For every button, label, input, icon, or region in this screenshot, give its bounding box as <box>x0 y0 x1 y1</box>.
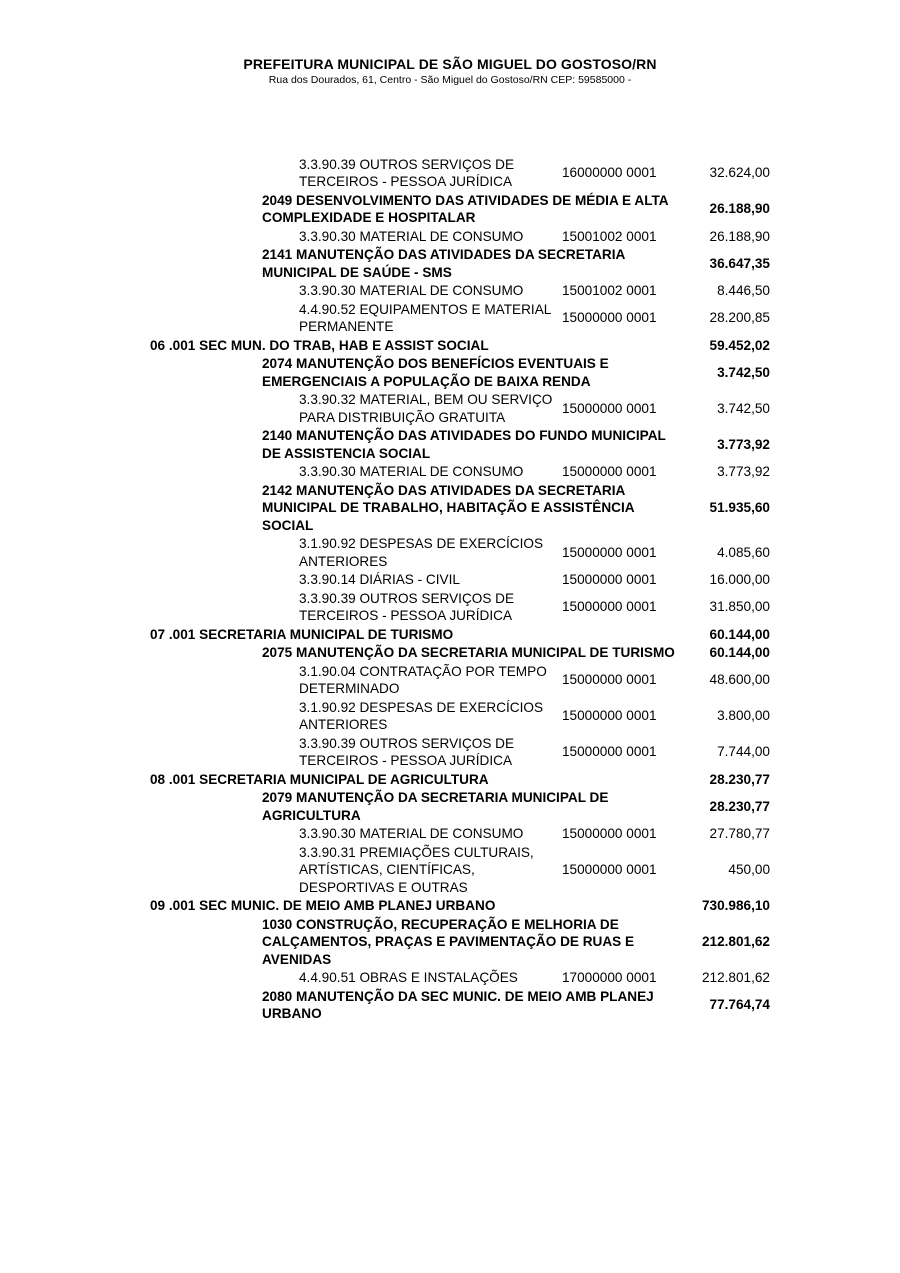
row-amount: 3.773,92 <box>717 464 770 479</box>
row-description: 06 .001 SEC MUN. DO TRAB, HAB E ASSIST SOCIAL <box>150 337 489 353</box>
expense-item-row <box>150 589 774 625</box>
document-header <box>0 56 900 86</box>
expense-item-row <box>150 391 774 427</box>
row-description: 07 .001 SECRETARIA MUNICIPAL DE TURISMO <box>150 626 454 642</box>
resource-source-code: 15000000 0001 <box>562 400 657 416</box>
municipality-title: PREFEITURA MUNICIPAL DE SÃO MIGUEL DO GOSTOSO/RN <box>243 56 657 72</box>
row-description: 3.3.90.39 OUTROS SERVIÇOS DE TERCEIROS - PESSOA JURÍDICA <box>299 590 515 623</box>
row-description: 3.3.90.31 PREMIAÇÕES CULTURAIS, ARTÍSTICAS, CIENTÍFICAS, DESPORTIVAS E OUTRAS <box>299 844 534 895</box>
budget-action-row <box>150 191 774 227</box>
budget-action-row <box>150 246 774 282</box>
expense-item-row <box>150 155 774 191</box>
row-amount: 26.188,90 <box>709 201 770 217</box>
expense-item-row <box>150 662 774 698</box>
resource-source-code: 15001002 0001 <box>562 283 657 298</box>
row-description: 2049 DESENVOLVIMENTO DAS ATIVIDADES DE MÉDIA E ALTA COMPLEXIDADE E HOSPITALAR <box>262 192 669 225</box>
row-description: 09 .001 SEC MUNIC. DE MEIO AMB PLANEJ URBANO <box>150 898 496 913</box>
row-description: 3.1.90.04 CONTRATAÇÃO POR TEMPO DETERMINADO <box>299 663 547 696</box>
row-amount: 8.446,50 <box>717 283 770 298</box>
row-amount: 60.144,00 <box>709 645 770 660</box>
row-amount: 77.764,74 <box>709 997 770 1013</box>
expense-item-row <box>150 535 774 571</box>
row-amount: 51.935,60 <box>709 500 770 515</box>
row-amount: 212.801,62 <box>701 970 770 985</box>
row-amount: 3.773,92 <box>717 436 770 452</box>
row-description: 3.3.90.32 MATERIAL, BEM OU SERVIÇO PARA DISTRIBUIÇÃO GRATUITA <box>299 392 553 425</box>
expense-item-row <box>150 734 774 770</box>
row-amount: 3.742,50 <box>717 364 770 380</box>
budget-action-row <box>150 355 774 391</box>
row-amount: 28.230,77 <box>709 798 770 814</box>
row-description: 2142 MANUTENÇÃO DAS ATIVIDADES DA SECRETARIA MUNICIPAL DE TRABALHO, HABITAÇÃO E ASSISTÊNCIA SOCIAL <box>262 482 635 533</box>
row-description: 2079 MANUTENÇÃO DA SECRETARIA MUNICIPAL DE AGRICULTURA <box>262 790 609 823</box>
expense-item-row <box>150 698 774 734</box>
row-description: 2080 MANUTENÇÃO DA SEC MUNIC. DE MEIO AMB PLANEJ URBANO <box>262 988 654 1021</box>
row-amount: 212.801,62 <box>701 934 770 949</box>
resource-source-code: 15000000 0001 <box>562 599 657 615</box>
row-description: 3.3.90.30 MATERIAL DE CONSUMO <box>299 283 524 298</box>
row-amount: 36.647,35 <box>709 255 770 271</box>
row-amount: 26.188,90 <box>709 228 770 244</box>
resource-source-code: 15000000 0001 <box>562 862 657 877</box>
expense-item-row <box>150 282 774 301</box>
row-amount: 7.744,00 <box>717 744 770 760</box>
row-description: 3.1.90.92 DESPESAS DE EXERCÍCIOS ANTERIORES <box>299 536 544 569</box>
expense-item-row <box>150 300 774 336</box>
budget-unit-row <box>150 625 774 644</box>
row-description: 3.3.90.39 OUTROS SERVIÇOS DE TERCEIROS - PESSOA JURÍDICA <box>299 156 515 189</box>
row-amount: 32.624,00 <box>709 165 770 181</box>
row-amount: 16.000,00 <box>709 572 770 587</box>
budget-action-row <box>150 789 774 825</box>
row-amount: 730.986,10 <box>701 898 770 913</box>
row-description: 3.3.90.39 OUTROS SERVIÇOS DE TERCEIROS - PESSOA JURÍDICA <box>299 735 515 768</box>
resource-source-code: 15000000 0001 <box>562 744 657 760</box>
resource-source-code: 15000000 0001 <box>562 572 657 587</box>
row-amount: 3.742,50 <box>717 400 770 416</box>
expense-item-row <box>150 969 774 988</box>
row-amount: 27.780,77 <box>709 826 770 841</box>
expense-item-row <box>150 227 774 246</box>
row-description: 2075 MANUTENÇÃO DA SECRETARIA MUNICIPAL DE TURISMO <box>262 645 675 660</box>
row-description: 3.3.90.14 DIÁRIAS - CIVIL <box>299 572 460 587</box>
resource-source-code: 15000000 0001 <box>562 826 657 841</box>
row-amount: 48.600,00 <box>709 672 770 688</box>
row-amount: 31.850,00 <box>709 599 770 615</box>
expense-item-row <box>150 571 774 590</box>
row-amount: 28.230,77 <box>709 771 770 787</box>
budget-table <box>150 155 774 1023</box>
budget-action-row <box>150 427 774 463</box>
budget-unit-row <box>150 336 774 355</box>
resource-source-code: 16000000 0001 <box>562 165 657 181</box>
row-amount: 59.452,02 <box>709 337 770 353</box>
row-amount: 60.144,00 <box>709 626 770 642</box>
budget-action-row <box>150 481 774 535</box>
row-description: 3.3.90.30 MATERIAL DE CONSUMO <box>299 826 524 841</box>
expense-item-row <box>150 463 774 482</box>
row-description: 2141 MANUTENÇÃO DAS ATIVIDADES DA SECRETARIA MUNICIPAL DE SAÚDE - SMS <box>262 247 625 280</box>
municipality-address: Rua dos Dourados, 61, Centro - São Miguel do Gostoso/RN CEP: 59585000 - <box>268 74 632 86</box>
resource-source-code: 15000000 0001 <box>562 310 657 326</box>
expense-item-row <box>150 843 774 897</box>
resource-source-code: 15001002 0001 <box>562 228 657 244</box>
row-description: 4.4.90.51 OBRAS E INSTALAÇÕES <box>299 970 518 985</box>
row-description: 3.3.90.30 MATERIAL DE CONSUMO <box>299 464 524 479</box>
row-amount: 450,00 <box>728 862 770 877</box>
row-amount: 3.800,00 <box>717 708 770 724</box>
budget-action-row <box>150 987 774 1023</box>
row-description: 3.1.90.92 DESPESAS DE EXERCÍCIOS ANTERIORES <box>299 699 544 732</box>
row-description: 2074 MANUTENÇÃO DOS BENEFÍCIOS EVENTUAIS E EMERGENCIAIS A POPULAÇÃO DE BAIXA RENDA <box>262 356 609 389</box>
budget-action-row <box>150 915 774 969</box>
resource-source-code: 15000000 0001 <box>562 544 657 560</box>
row-amount: 4.085,60 <box>717 544 770 560</box>
row-description: 1030 CONSTRUÇÃO, RECUPERAÇÃO E MELHORIA DE CALÇAMENTOS, PRAÇAS E PAVIMENTAÇÃO DE RUAS E AVENIDAS <box>262 916 635 967</box>
row-description: 3.3.90.30 MATERIAL DE CONSUMO <box>299 228 524 244</box>
budget-unit-row <box>150 770 774 789</box>
row-amount: 28.200,85 <box>709 310 770 326</box>
resource-source-code: 15000000 0001 <box>562 672 657 688</box>
resource-source-code: 17000000 0001 <box>562 970 657 985</box>
expense-item-row <box>150 825 774 844</box>
budget-unit-row <box>150 897 774 916</box>
row-description: 4.4.90.52 EQUIPAMENTOS E MATERIAL PERMANENTE <box>299 301 551 334</box>
budget-action-row <box>150 644 774 663</box>
row-description: 2140 MANUTENÇÃO DAS ATIVIDADES DO FUNDO MUNICIPAL DE ASSISTENCIA SOCIAL <box>262 428 666 461</box>
resource-source-code: 15000000 0001 <box>562 708 657 724</box>
resource-source-code: 15000000 0001 <box>562 464 657 479</box>
row-description: 08 .001 SECRETARIA MUNICIPAL DE AGRICULTURA <box>150 771 489 787</box>
